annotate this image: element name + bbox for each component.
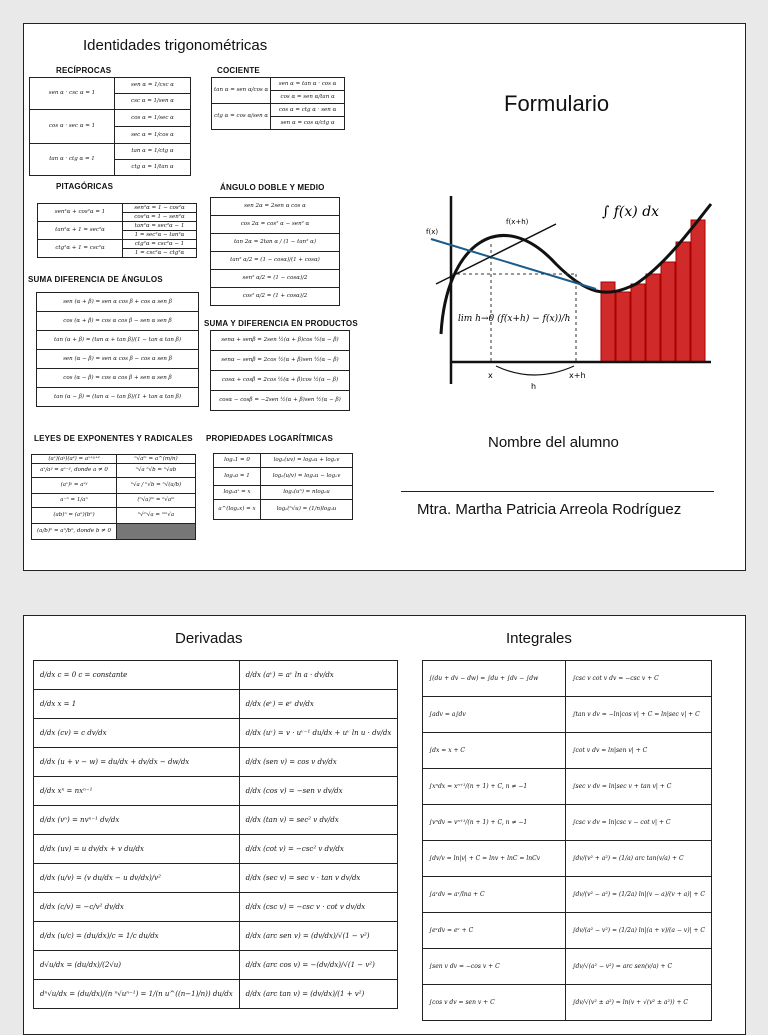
derivadas-title: Derivadas	[175, 630, 243, 647]
formula-cell: ctg²α = csc²α − 1	[123, 240, 197, 249]
derivadas-row	[34, 661, 398, 690]
formula-cell: ∫csc v dv = ln|csc v − cot v| + C	[566, 805, 712, 841]
formula-cell: csc α = 1/sen α	[115, 94, 191, 110]
formula-cell: tan α · ctg α = 1	[30, 144, 115, 176]
formula-cell: d/dx (sen v) = cos v dv/dx	[239, 748, 398, 777]
formula-cell: tan 2α = 2tan α / (1 − tan² α)	[211, 234, 340, 252]
formula-cell: (aˣ)ʸ = aˣʸ	[32, 478, 117, 494]
formula-cell: 1 = sec²α − tan²α	[123, 231, 197, 240]
suma-diferencia-table	[36, 292, 199, 407]
derivadas-row	[34, 864, 398, 893]
formula-cell: logₐ1 = 0	[214, 454, 261, 468]
formula-cell: dⁿ√u/dx = (du/dx)/(n ⁿ√uⁿ⁻¹) = 1/(n u^((n−1)/n)) du/dx	[34, 980, 240, 1009]
formula-cell: tan²α = sec²α − 1	[123, 222, 197, 231]
formula-cell: ∫dx = x + C	[423, 733, 566, 769]
formula-cell: tan²α + 1 = sec²α	[38, 222, 123, 240]
section-angulo: ÁNGULO DOBLE Y MEDIO	[220, 183, 325, 192]
derivadas-row	[34, 806, 398, 835]
formula-cell: d/dx (vⁿ) = nvⁿ⁻¹ dv/dx	[34, 806, 240, 835]
integrales-title: Integrales	[506, 630, 572, 647]
formula-cell: ⁿ√a ⁿ√b = ⁿ√ab	[117, 464, 196, 478]
formula-cell: ⁿ√a / ⁿ√b = ⁿ√(a/b)	[117, 478, 196, 494]
formula-cell: cos (α + β) = cos α cos β − sen α sen β	[37, 312, 199, 331]
formula-cell: sen (α − β) = sen α cos β − cos α sen β	[37, 350, 199, 369]
formula-cell: d/dx (uv) = u dv/dx + v du/dx	[34, 835, 240, 864]
formula-cell: d/dx (eᵛ) = eᵛ dv/dx	[239, 690, 398, 719]
formula-cell: d/dx (cot v) = −csc² v dv/dx	[239, 835, 398, 864]
formula-cell: (aˣ)(aʸ)(aᶻ) = aˣ⁺ʸ⁺ᶻ	[32, 455, 117, 464]
formula-cell: cos α = ctg α · sen α	[271, 104, 345, 117]
formula-cell: ∫xⁿdx = xⁿ⁺¹/(n + 1) + C, n ≠ −1	[423, 769, 566, 805]
formula-cell: sen α = 1/csc α	[115, 78, 191, 94]
formula-cell: d/dx (cos v) = −sen v dv/dx	[239, 777, 398, 806]
formula-cell: (a/b)ⁿ = aⁿ/bⁿ, donde b ≠ 0	[32, 524, 117, 540]
formula-cell: sen 2α = 2sen α cos α	[211, 198, 340, 216]
formula-cell: d/dx (c/v) = −c/v² dv/dx	[34, 893, 240, 922]
formula-cell: senα − senβ = 2cos ½(α + β)sen ½(α − β)	[211, 351, 350, 371]
section-exponentes: LEYES DE EXPONENTES Y RADICALES	[34, 434, 193, 443]
formula-cell: d/dx c = 0 c = constante	[34, 661, 240, 690]
formula-cell: d/dx x = 1	[34, 690, 240, 719]
formula-cell: ∫dv/(v² + a²) = (1/a) arc tan(v/a) + C	[566, 841, 712, 877]
formula-cell: d/dx (csc v) = −csc v · cot v dv/dx	[239, 893, 398, 922]
formula-cell: ∫dv/(a² − v²) = (1/2a) ln|(a + v)/(a − v)| + C	[566, 913, 712, 949]
integrales-row	[423, 949, 712, 985]
formula-cell: cos² α/2 = (1 + cosα)/2	[211, 288, 340, 306]
formula-cell: logₐ(ⁿ√u) = (1/n)logₐu	[261, 500, 353, 520]
formula-cell: tan (α − β) = (tan α − tan β)/(1 + tan α tan β)	[37, 388, 199, 407]
secant-line	[431, 239, 596, 289]
formula-cell: cos 2α = cos² α − sen² α	[211, 216, 340, 234]
calculus-illustration	[406, 184, 716, 394]
formula-cell: ∫adv = a∫dv	[423, 697, 566, 733]
cover-title: Formulario	[504, 91, 610, 116]
integrales-row	[423, 841, 712, 877]
riemann-bar	[661, 262, 675, 362]
limit-label: lim h→0 (f(x+h) − f(x))/h	[458, 314, 571, 324]
formula-cell: sen² α/2 = (1 − cosα)/2	[211, 270, 340, 288]
formula-cell: cosα − cosβ = −2sen ½(α + β)sen ½(α − β)	[211, 391, 350, 411]
formula-cell: logₐ(uⁿ) = nlogₐu	[261, 486, 353, 500]
derivadas-table	[33, 660, 398, 1009]
fx-label: f(x)	[426, 228, 439, 236]
formula-cell: (ⁿ√a)ᵐ = ⁿ√aᵐ	[117, 494, 196, 508]
section-suma-diferencia: SUMA DIFERENCIA DE ÁNGULOS	[28, 275, 163, 284]
formula-cell: ∫(du + dv − dw) = ∫du + ∫dv − ∫dw	[423, 661, 566, 697]
formula-cell: ∫dv/√(v² ± a²) = ln(v + √(v² ± a²)) + C	[566, 985, 712, 1021]
derivadas-row	[34, 719, 398, 748]
page-title: Identidades trigonométricas	[83, 37, 268, 54]
formula-cell: ∫vⁿdv = vⁿ⁺¹/(n + 1) + C, n ≠ −1	[423, 805, 566, 841]
student-name-label: Nombre del alumno	[488, 434, 619, 451]
formula-cell: d/dx (u + v − w) = du/dx + dv/dx − dw/dx	[34, 748, 240, 777]
formula-cell: d/dx (uᵛ) = v · uᵛ⁻¹ du/dx + uᵛ ln u · dv/dx	[239, 719, 398, 748]
riemann-bar	[691, 220, 705, 362]
formula-cell: ∫sen v dv = −cos v + C	[423, 949, 566, 985]
formula-cell: a^(logₐx) = x	[214, 500, 261, 520]
formulario-page-1	[23, 23, 746, 571]
formula-cell: ∫csc v cot v dv = −csc v + C	[566, 661, 712, 697]
formula-cell: logₐ(u/v) = logₐu − logₐv	[261, 468, 353, 486]
formula-cell: cos α · sec α = 1	[30, 110, 115, 144]
fxh-label: f(x+h)	[506, 218, 529, 226]
formula-cell: d/dx (arc sen v) = (dv/dx)/√(1 − v²)	[239, 922, 398, 951]
formula-cell: (ab)ⁿ = (aⁿ)(bⁿ)	[32, 508, 117, 524]
exponentes-table	[31, 454, 196, 540]
formula-cell: ∫aᵛdv = aᵛ/lna + C	[423, 877, 566, 913]
signature-line	[401, 491, 714, 492]
formula-cell: d/dx (aᵛ) = aᵛ ln a · dv/dx	[239, 661, 398, 690]
derivadas-row	[34, 922, 398, 951]
formula-cell: tan α = sen α/cos α	[212, 78, 271, 104]
formula-cell: ⁿ√ᵐ√a = ⁿᵐ√a	[117, 508, 196, 524]
integrales-row	[423, 661, 712, 697]
xh-label: x+h	[569, 371, 586, 380]
derivadas-row	[34, 980, 398, 1009]
formula-cell: logₐa = 1	[214, 468, 261, 486]
formula-cell: cosα + cosβ = 2cos ½(α + β)cos ½(α − β)	[211, 371, 350, 391]
riemann-bar	[616, 292, 630, 362]
formula-cell: tan α = 1/ctg α	[115, 144, 191, 160]
formula-cell: cos (α − β) = cos α cos β + sen α sen β	[37, 369, 199, 388]
reciprocas-table	[29, 77, 191, 176]
formula-cell: 1 = csc²α − ctg²α	[123, 249, 197, 258]
formula-cell: d/dx (sec v) = sec v · tan v dv/dx	[239, 864, 398, 893]
pitagoricas-table	[37, 203, 197, 258]
formula-cell: d/dx (tan v) = sec² v dv/dx	[239, 806, 398, 835]
teacher-name: Mtra. Martha Patricia Arreola Rodríguez	[417, 501, 682, 518]
formula-cell: d/dx (arc tan v) = (dv/dx)/(1 + v²)	[239, 980, 398, 1009]
derivadas-row	[34, 748, 398, 777]
formula-cell: sec α = 1/cos α	[115, 127, 191, 144]
formula-cell: ⁿ√aᵐ = a^(m/n)	[117, 455, 196, 464]
integral-label: ∫ f(x) dx	[602, 204, 660, 220]
empty-shaded-cell	[117, 524, 196, 540]
formulario-page-2	[23, 615, 746, 1035]
integrales-row	[423, 769, 712, 805]
formula-cell: ctg α = 1/tan α	[115, 160, 191, 176]
derivadas-row	[34, 777, 398, 806]
formula-cell: sen α = tan α · cos α	[271, 78, 345, 91]
formula-cell: logₐ(uv) = logₐu + logₐv	[261, 454, 353, 468]
riemann-bar	[676, 242, 690, 362]
formula-cell: d√u/dx = (du/dx)/(2√u)	[34, 951, 240, 980]
formula-cell: ctg α = cos α/sen α	[212, 104, 271, 130]
angulo-table	[210, 197, 340, 306]
formula-cell: ∫dv/v = ln|v| + C = lnv + lnC = lnCv	[423, 841, 566, 877]
formula-cell: ∫dv/(v² − a²) = (1/2a) ln|(v − a)/(v + a)| + C	[566, 877, 712, 913]
formula-cell: ∫tan v dv = −ln|cos v| + C = ln|sec v| + C	[566, 697, 712, 733]
formula-cell: d/dx (u/v) = (v du/dx − u dv/dx)/v²	[34, 864, 240, 893]
formula-cell: cos α = sen α/tan α	[271, 91, 345, 104]
logaritmicas-table	[213, 453, 353, 520]
integrales-row	[423, 877, 712, 913]
derivadas-row	[34, 893, 398, 922]
formula-cell: ∫dv/√(a² − v²) = arc sen(v/a) + C	[566, 949, 712, 985]
riemann-bar	[601, 282, 615, 362]
formula-cell: cos α = 1/sec α	[115, 110, 191, 127]
formula-cell: sen α · csc α = 1	[30, 78, 115, 110]
formula-cell: ∫cos v dv = sen v + C	[423, 985, 566, 1021]
formula-cell: ∫eᵛdv = eᵛ + C	[423, 913, 566, 949]
tangent-line	[436, 224, 556, 284]
derivadas-row	[34, 690, 398, 719]
section-pitagoricas: PITAGÓRICAS	[56, 182, 114, 191]
formula-cell: d/dx xⁿ = nxⁿ⁻¹	[34, 777, 240, 806]
formula-cell: sen²α + cos²α = 1	[38, 204, 123, 222]
formula-cell: d/dx (cv) = c dv/dx	[34, 719, 240, 748]
cociente-table	[211, 77, 345, 130]
formula-cell: aˣ/aʸ = aˣ⁻ʸ, donde a ≠ 0	[32, 464, 117, 478]
riemann-bar	[631, 284, 645, 362]
riemann-bar	[646, 274, 660, 362]
formula-cell: logₐaˣ = x	[214, 486, 261, 500]
formula-cell: ∫sec v dv = ln|sec v + tan v| + C	[566, 769, 712, 805]
formula-cell: tan (α + β) = (tan α + tan β)/(1 − tan α tan β)	[37, 331, 199, 350]
section-logaritmicas: PROPIEDADES LOGARÍTMICAS	[206, 434, 334, 443]
integrales-table	[422, 660, 712, 1021]
formula-cell: sen α = cos α/ctg α	[271, 117, 345, 130]
integrales-row	[423, 805, 712, 841]
formula-cell: tan² α/2 = (1 − cosα)/(1 + cosα)	[211, 252, 340, 270]
x-label: x	[488, 371, 493, 380]
section-cociente: COCIENTE	[217, 66, 260, 75]
section-productos: SUMA Y DIFERENCIA EN PRODUCTOS	[204, 319, 358, 328]
formula-cell: cos²α = 1 − sen²α	[123, 213, 197, 222]
productos-table	[210, 330, 350, 411]
formula-cell: a⁻ⁿ = 1/aⁿ	[32, 494, 117, 508]
integrales-row	[423, 913, 712, 949]
integrales-row	[423, 985, 712, 1021]
formula-cell: sen²α = 1 − cos²α	[123, 204, 197, 213]
formula-cell: d/dx (u/c) = (du/dx)/c = 1/c du/dx	[34, 922, 240, 951]
formula-cell: ∫cot v dv = ln|sen v| + C	[566, 733, 712, 769]
formula-cell: d/dx (arc cos v) = −(dv/dx)/√(1 − v²)	[239, 951, 398, 980]
formula-cell: ctg²α + 1 = csc²α	[38, 240, 123, 258]
section-reciprocas: RECÍPROCAS	[56, 66, 112, 75]
h-brace	[496, 366, 574, 375]
h-label: h	[531, 382, 537, 391]
integrales-row	[423, 697, 712, 733]
derivadas-row	[34, 835, 398, 864]
formula-cell: senα + senβ = 2sen ½(α + β)cos ½(α − β)	[211, 331, 350, 351]
integrales-row	[423, 733, 712, 769]
derivadas-row	[34, 951, 398, 980]
formula-cell: sen (α + β) = sen α cos β + cos α sen β	[37, 293, 199, 312]
